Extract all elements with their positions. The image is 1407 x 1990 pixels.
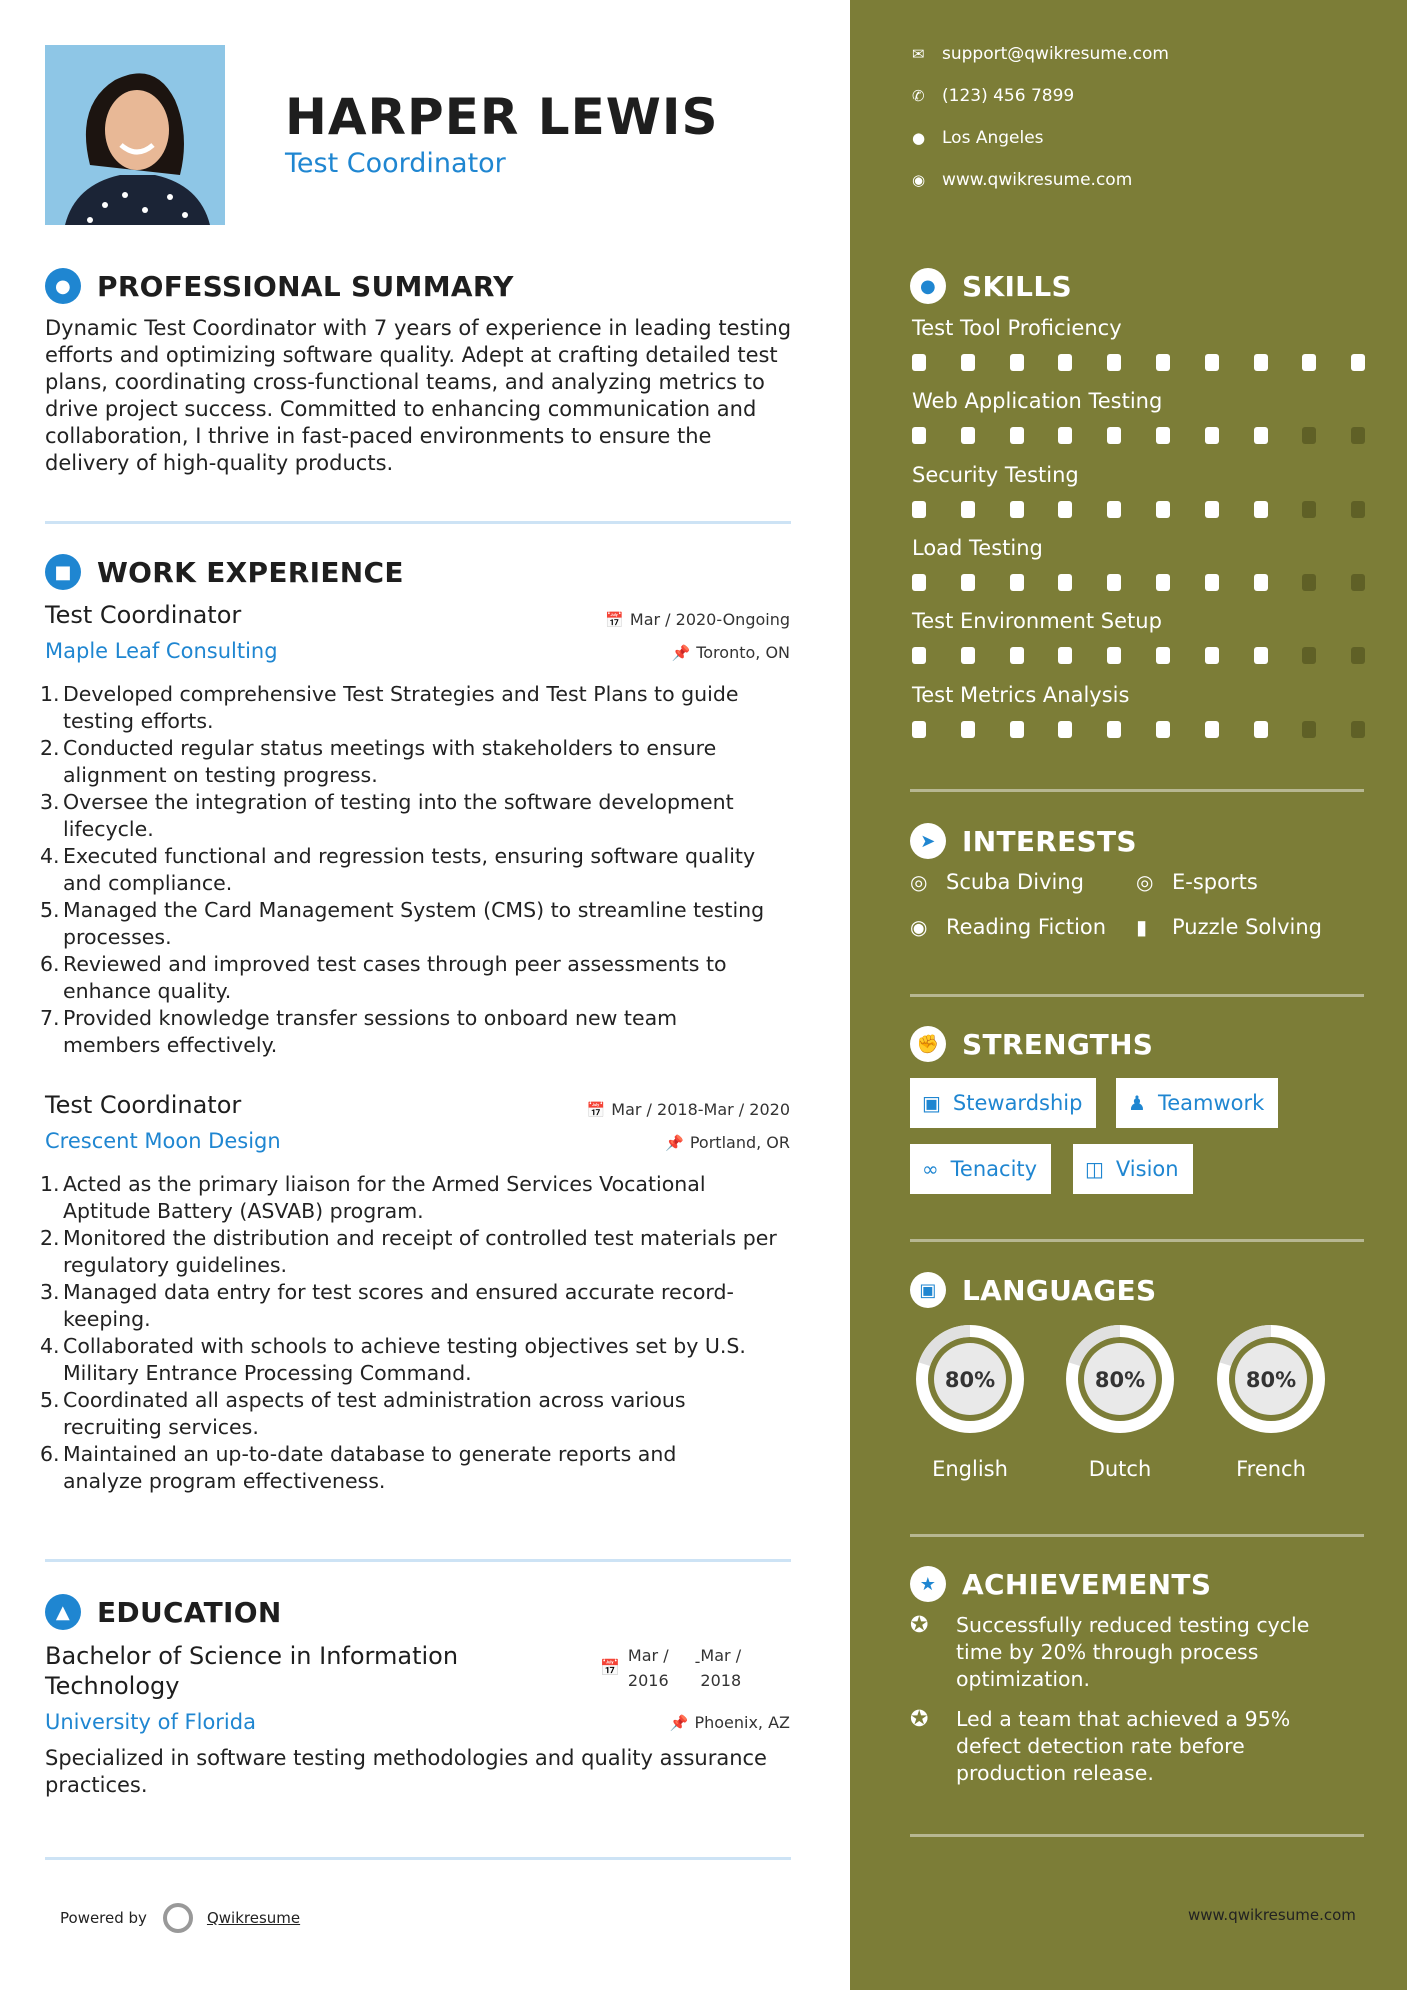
list-line: regulatory guidelines. xyxy=(63,1253,288,1277)
skill-dot xyxy=(1010,574,1024,591)
list-line: Oversee the integration of testing into the software development xyxy=(63,790,734,814)
list-line: Provided knowledge transfer sessions to onboard new team xyxy=(63,1006,678,1030)
candidate-name: HARPER LEWIS xyxy=(285,88,719,146)
skill-dot xyxy=(912,574,926,591)
shooting-star-icon: ✪ xyxy=(910,1613,929,1638)
skill-dot xyxy=(1254,354,1268,371)
website-text: www.qwikresume.com xyxy=(942,170,1133,190)
list-line: analyze program effectiveness. xyxy=(63,1469,386,1493)
calendar-icon: 📅 xyxy=(605,611,624,629)
skill-level xyxy=(912,501,1400,518)
company-name: Crescent Moon Design xyxy=(45,1129,281,1153)
language-name: Dutch xyxy=(1088,1457,1152,1481)
list-number: 6. xyxy=(40,952,60,976)
shooting-star-icon: ✪ xyxy=(910,1707,929,1732)
strength-label: Tenacity xyxy=(950,1157,1038,1181)
list-item xyxy=(40,951,800,1005)
pin-icon: 📌 xyxy=(669,1714,689,1732)
strength-badge xyxy=(1073,1144,1193,1194)
language-item xyxy=(908,1317,1032,1481)
summary-line: efforts and optimizing software quality. Adept at crafting detailed test xyxy=(45,343,778,367)
interest-label: Puzzle Solving xyxy=(1172,915,1322,939)
skill-dot xyxy=(912,427,926,444)
list-line: Aptitude Battery (ASVAB) program. xyxy=(63,1199,424,1223)
education-line: Specialized in software testing methodologies and quality assurance xyxy=(45,1746,767,1770)
interest-item xyxy=(1136,915,1322,939)
phone-text: (123) 456 7899 xyxy=(942,86,1075,106)
skill-dot xyxy=(1351,647,1365,664)
job-dates-text: Mar / 2018-Mar / 2020 xyxy=(611,1100,790,1119)
strength-label: Teamwork xyxy=(1157,1091,1265,1115)
map-marker-icon: ● xyxy=(912,129,926,147)
gauge-label: 80% xyxy=(944,1368,996,1392)
education-location-text: Phoenix, AZ xyxy=(694,1713,790,1732)
list-item xyxy=(40,1333,800,1387)
language-name: French xyxy=(1236,1457,1306,1481)
skill-dot xyxy=(912,721,926,738)
degree-title xyxy=(45,1641,458,1701)
skill-dot xyxy=(1107,574,1121,591)
brand-link[interactable]: Qwikresume xyxy=(206,1909,301,1927)
skill-level xyxy=(912,574,1400,591)
skill-dot xyxy=(1254,501,1268,518)
strengths-heading xyxy=(910,1026,1153,1062)
achievements-heading-text: ACHIEVEMENTS xyxy=(962,1567,1212,1601)
skill-dot xyxy=(1205,354,1219,371)
list-item xyxy=(40,1171,800,1225)
skill-dot xyxy=(1058,427,1072,444)
skill-dot xyxy=(1205,574,1219,591)
start-month: Mar / xyxy=(627,1646,669,1665)
job-dates-text: Mar / 2020-Ongoing xyxy=(629,610,790,629)
company-name: Maple Leaf Consulting xyxy=(45,639,278,663)
skill-dot xyxy=(1156,574,1170,591)
list-item xyxy=(40,681,800,735)
divider xyxy=(45,521,791,524)
strength-badge xyxy=(1116,1078,1278,1128)
skill-dot xyxy=(1156,721,1170,738)
language-item xyxy=(1209,1317,1333,1481)
strength-badge xyxy=(910,1144,1051,1194)
summary-text xyxy=(45,315,795,477)
divider xyxy=(45,1559,791,1562)
school-name: University of Florida xyxy=(45,1710,256,1734)
calendar-icon: 📅 xyxy=(600,1658,620,1677)
book-icon: ▮ xyxy=(1136,915,1148,939)
language-gauge xyxy=(908,1317,1032,1441)
skill-dot xyxy=(1302,574,1316,591)
education-heading-text: EDUCATION xyxy=(97,1595,282,1629)
education-line: practices. xyxy=(45,1773,148,1797)
skill-dot xyxy=(912,354,926,371)
job-duties-list xyxy=(40,681,800,1059)
skill-dot xyxy=(1058,647,1072,664)
gauge-label: 80% xyxy=(1245,1368,1297,1392)
skill-name: Test Environment Setup xyxy=(912,609,1162,633)
list-line: alignment on testing progress. xyxy=(63,763,378,787)
skill-level xyxy=(912,721,1400,738)
skill-dot xyxy=(961,574,975,591)
skill-dot xyxy=(1107,721,1121,738)
strength-badge xyxy=(910,1078,1096,1128)
skill-dot xyxy=(1302,354,1316,371)
list-line: and compliance. xyxy=(63,871,233,895)
summary-line: Dynamic Test Coordinator with 7 years of experience in leading testing xyxy=(45,316,792,340)
summary-heading-text: PROFESSIONAL SUMMARY xyxy=(97,269,514,303)
start-year: 2016 xyxy=(627,1671,669,1690)
skill-dot xyxy=(912,647,926,664)
list-number: 7. xyxy=(40,1006,60,1030)
divider xyxy=(910,994,1364,997)
skill-dot xyxy=(1058,721,1072,738)
skill-dot xyxy=(912,501,926,518)
skill-dot xyxy=(961,501,975,518)
list-line: members effectively. xyxy=(63,1033,278,1057)
skill-dot xyxy=(1254,427,1268,444)
experience-heading-text: WORK EXPERIENCE xyxy=(97,555,404,589)
link-icon: ∞ xyxy=(922,1157,939,1181)
lifebuoy-icon: ◎ xyxy=(1136,870,1154,894)
interests-heading xyxy=(910,823,1137,859)
skill-dot xyxy=(1351,501,1365,518)
list-line: Managed data entry for test scores and ensured accurate record- xyxy=(63,1280,734,1304)
profile-photo-image xyxy=(45,45,225,225)
skill-dot xyxy=(961,427,975,444)
briefcase-icon: ■ xyxy=(45,554,81,590)
list-line: Executed functional and regression tests, ensuring software quality xyxy=(63,844,756,868)
contact-email[interactable] xyxy=(912,44,1169,64)
job-location-text: Portland, OR xyxy=(689,1133,790,1152)
powered-by-label: Powered by xyxy=(60,1909,147,1927)
skill-dot xyxy=(1302,647,1316,664)
skill-dot xyxy=(1010,354,1024,371)
divider xyxy=(910,1239,1364,1242)
job-location xyxy=(672,643,790,662)
skill-dot xyxy=(1302,501,1316,518)
achievement-line: production release. xyxy=(956,1761,1154,1785)
skill-dot xyxy=(1010,501,1024,518)
phone-icon: ✆ xyxy=(912,87,925,105)
skill-dot xyxy=(1351,354,1365,371)
end-month: Mar / xyxy=(700,1646,742,1665)
job-title: Test Coordinator xyxy=(45,1091,242,1119)
summary-line: collaboration, I thrive in fast-paced environments to ensure the xyxy=(45,424,712,448)
list-number: 3. xyxy=(40,1280,60,1304)
job-duties-list xyxy=(40,1171,800,1495)
list-number: 5. xyxy=(40,1388,60,1412)
skill-dot xyxy=(1107,501,1121,518)
users-icon: ♟ xyxy=(1128,1091,1146,1115)
language-name: English xyxy=(932,1457,1008,1481)
job-dates xyxy=(605,610,790,629)
list-item xyxy=(40,843,800,897)
list-item xyxy=(40,789,800,843)
skill-name: Test Metrics Analysis xyxy=(912,683,1130,707)
skill-dot xyxy=(1205,647,1219,664)
skill-dot xyxy=(1107,354,1121,371)
graduate-icon: ▲ xyxy=(45,1594,81,1630)
strength-label: Stewardship xyxy=(952,1091,1083,1115)
paper-plane-icon: ➤ xyxy=(910,823,946,859)
achievements-heading xyxy=(910,1566,1211,1602)
skill-dot xyxy=(1107,647,1121,664)
skill-dot xyxy=(1351,574,1365,591)
skill-name: Load Testing xyxy=(912,536,1043,560)
list-item xyxy=(40,1387,800,1441)
summary-line: delivery of high-quality products. xyxy=(45,451,394,475)
achievement-line: Led a team that achieved a 95% xyxy=(956,1707,1291,1731)
interest-label: Scuba Diving xyxy=(946,870,1084,894)
language-gauge xyxy=(1058,1317,1182,1441)
contact-website[interactable] xyxy=(912,170,1132,190)
list-number: 1. xyxy=(40,682,60,706)
list-item xyxy=(40,897,800,951)
language-icon: ▣ xyxy=(910,1272,946,1308)
interest-label: Reading Fiction xyxy=(946,915,1107,939)
envelope-icon: ✉ xyxy=(912,45,925,63)
pin-icon: 📌 xyxy=(671,644,691,662)
skill-dot xyxy=(1205,721,1219,738)
skill-dot xyxy=(1058,354,1072,371)
candidate-role: Test Coordinator xyxy=(285,148,506,179)
skills-heading xyxy=(910,268,1072,304)
skill-dot xyxy=(1156,501,1170,518)
list-line: enhance quality. xyxy=(63,979,232,1003)
list-line: Acted as the primary liaison for the Armed Services Vocational xyxy=(63,1172,706,1196)
degree-line: Bachelor of Science in Information xyxy=(45,1642,459,1670)
achievement-line: Successfully reduced testing cycle xyxy=(956,1613,1310,1637)
skill-dot xyxy=(1205,427,1219,444)
gamepad-icon: ◉ xyxy=(910,915,928,939)
fist-icon: ✊ xyxy=(910,1026,946,1062)
list-line: Maintained an up-to-date database to generate reports and xyxy=(63,1442,677,1466)
lifebuoy-icon: ◎ xyxy=(910,870,928,894)
skill-dot xyxy=(961,354,975,371)
list-item xyxy=(40,1225,800,1279)
user-icon: ● xyxy=(45,268,81,304)
interest-item xyxy=(1136,870,1258,894)
skill-name: Security Testing xyxy=(912,463,1079,487)
list-item xyxy=(40,1279,800,1333)
skill-dot xyxy=(1254,721,1268,738)
list-number: 2. xyxy=(40,1226,60,1250)
list-line: Conducted regular status meetings with stakeholders to ensure xyxy=(63,736,717,760)
interest-item xyxy=(910,870,1084,894)
interests-heading-text: INTERESTS xyxy=(962,824,1137,858)
summary-heading xyxy=(45,268,514,304)
job-location xyxy=(665,1133,790,1152)
profile-photo xyxy=(45,45,225,225)
skill-dot xyxy=(1302,427,1316,444)
summary-line: plans, coordinating cross-functional teams, and analyzing metrics to xyxy=(45,370,765,394)
languages-heading-text: LANGUAGES xyxy=(962,1273,1157,1307)
list-line: Reviewed and improved test cases through peer assessments to xyxy=(63,952,727,976)
list-number: 4. xyxy=(40,844,60,868)
job-dates xyxy=(587,1100,790,1119)
list-number: 5. xyxy=(40,898,60,922)
divider xyxy=(45,1857,791,1860)
lightbulb-icon: ● xyxy=(910,268,946,304)
skill-dot xyxy=(1058,574,1072,591)
skill-name: Web Application Testing xyxy=(912,389,1163,413)
skill-dot xyxy=(1351,721,1365,738)
location-text: Los Angeles xyxy=(942,128,1044,148)
interest-label: E-sports xyxy=(1172,870,1258,894)
list-line: Coordinated all aspects of test administration across various xyxy=(63,1388,686,1412)
education-heading xyxy=(45,1594,282,1630)
divider xyxy=(910,789,1364,792)
list-number: 1. xyxy=(40,1172,60,1196)
language-item xyxy=(1058,1317,1182,1481)
skill-dot xyxy=(1156,354,1170,371)
list-line: Managed the Card Management System (CMS) to streamline testing xyxy=(63,898,765,922)
job-title: Test Coordinator xyxy=(45,601,242,629)
list-number: 3. xyxy=(40,790,60,814)
email-text: support@qwikresume.com xyxy=(942,44,1169,64)
skill-level xyxy=(912,354,1400,371)
contact-location xyxy=(912,128,1044,148)
skill-dot xyxy=(1302,721,1316,738)
skill-dot xyxy=(1254,574,1268,591)
skill-dot xyxy=(1205,501,1219,518)
skill-dot xyxy=(1010,647,1024,664)
achievement-line: time by 20% through process xyxy=(956,1640,1259,1664)
list-line: lifecycle. xyxy=(63,817,154,841)
interest-item xyxy=(910,915,1106,939)
list-line: Monitored the distribution and receipt of controlled test materials per xyxy=(63,1226,777,1250)
strength-label: Vision xyxy=(1115,1157,1179,1181)
language-gauge xyxy=(1209,1317,1333,1441)
pin-icon: 📌 xyxy=(665,1134,684,1152)
end-year: 2018 xyxy=(700,1671,742,1690)
list-number: 2. xyxy=(40,736,60,760)
qwikresume-logo-icon xyxy=(163,1903,193,1933)
experience-heading xyxy=(45,554,404,590)
skill-dot xyxy=(1254,647,1268,664)
globe-icon: ◉ xyxy=(912,171,926,189)
divider xyxy=(910,1834,1364,1837)
education-description xyxy=(45,1745,795,1799)
list-number: 4. xyxy=(40,1334,60,1358)
list-line: Collaborated with schools to achieve testing objectives set by U.S. xyxy=(63,1334,746,1358)
skill-dot xyxy=(1156,427,1170,444)
binoculars-icon: ◫ xyxy=(1085,1157,1104,1181)
achievement-line: optimization. xyxy=(956,1667,1091,1691)
list-line: Military Entrance Processing Command. xyxy=(63,1361,472,1385)
skill-level xyxy=(912,647,1400,664)
date-dash: - xyxy=(694,1652,701,1671)
list-number: 6. xyxy=(40,1442,60,1466)
job-location-text: Toronto, ON xyxy=(696,643,790,662)
list-item xyxy=(40,1441,800,1495)
list-line: keeping. xyxy=(63,1307,151,1331)
skill-name: Test Tool Proficiency xyxy=(912,316,1122,340)
star-icon: ★ xyxy=(910,1566,946,1602)
skill-dot xyxy=(961,647,975,664)
briefcase-icon: ▣ xyxy=(922,1091,941,1115)
gauge-label: 80% xyxy=(1094,1368,1146,1392)
calendar-icon: 📅 xyxy=(586,1101,606,1119)
education-location xyxy=(670,1713,790,1732)
achievement-item xyxy=(910,1706,1330,1787)
list-line: Developed comprehensive Test Strategies and Test Plans to guide xyxy=(63,682,739,706)
skill-dot xyxy=(1010,427,1024,444)
skill-level xyxy=(912,427,1400,444)
skill-dot xyxy=(961,721,975,738)
education-dates xyxy=(600,1643,741,1693)
strengths-heading-text: STRENGTHS xyxy=(962,1027,1154,1061)
skills-heading-text: SKILLS xyxy=(962,269,1072,303)
list-line: recruiting services. xyxy=(63,1415,259,1439)
powered-by xyxy=(60,1903,300,1933)
skill-dot xyxy=(1351,427,1365,444)
list-item xyxy=(40,735,800,789)
skill-dot xyxy=(1010,721,1024,738)
footer-website[interactable]: www.qwikresume.com xyxy=(1188,1906,1356,1924)
list-line: processes. xyxy=(63,925,172,949)
divider xyxy=(910,1534,1364,1537)
skill-dot xyxy=(1156,647,1170,664)
achievement-line: defect detection rate before xyxy=(956,1734,1245,1758)
list-line: testing efforts. xyxy=(63,709,214,733)
achievement-item xyxy=(910,1612,1330,1693)
contact-phone[interactable] xyxy=(912,86,1074,106)
list-item xyxy=(40,1005,800,1059)
summary-line: drive project success. Committed to enhancing communication and xyxy=(45,397,757,421)
languages-heading xyxy=(910,1272,1156,1308)
skill-dot xyxy=(1058,501,1072,518)
skill-dot xyxy=(1107,427,1121,444)
degree-line: Technology xyxy=(45,1672,180,1700)
